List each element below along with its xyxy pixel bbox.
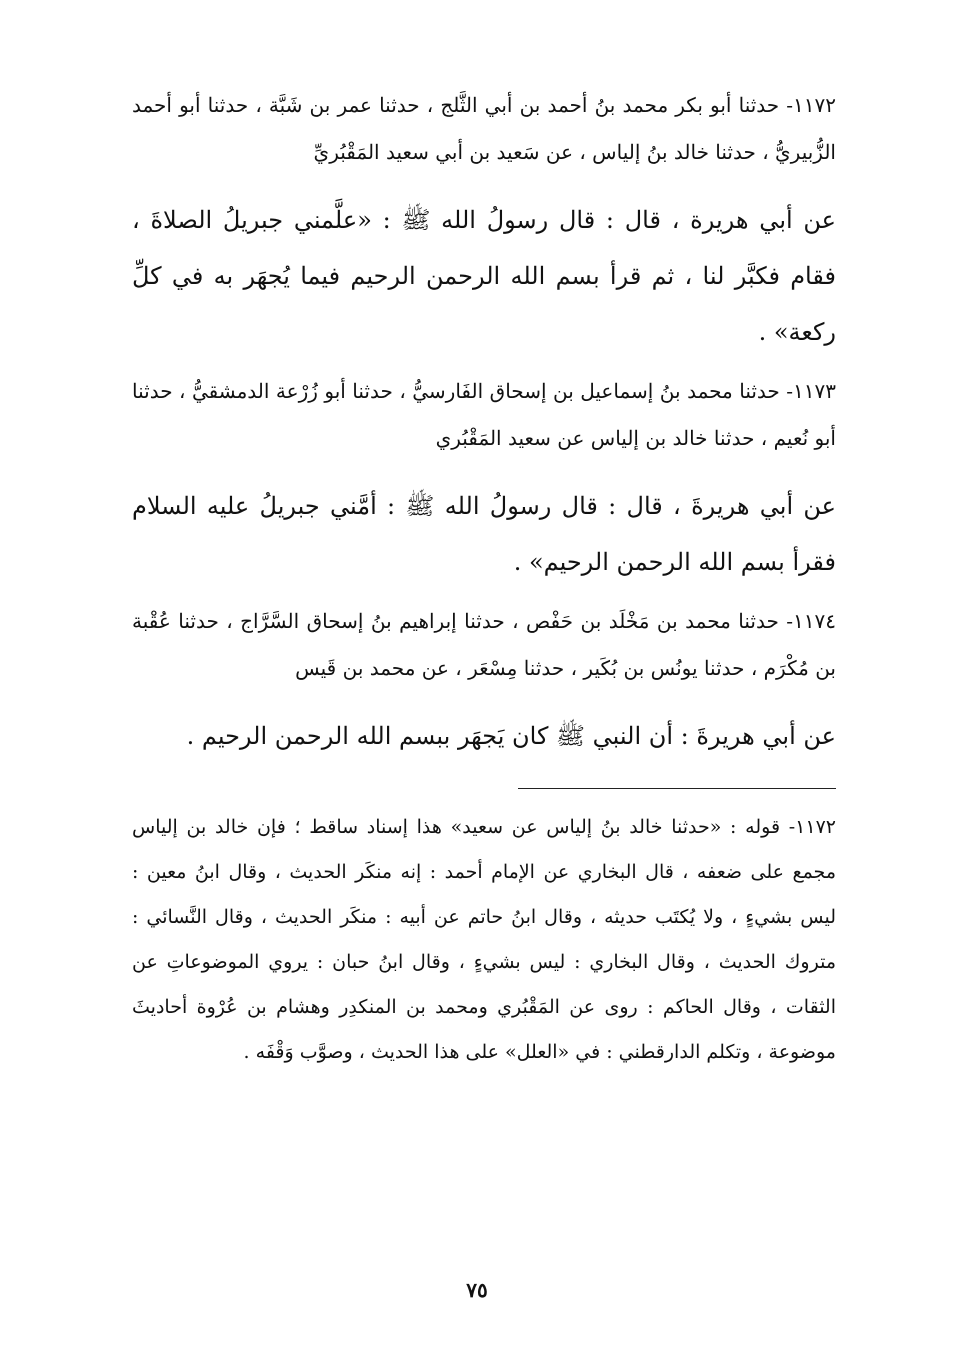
- isnad-1174: ١١٧٤- حدثنا محمد بن مَخْلَد بن حَفْص ، حدثنا إبراهيم بنُ إسحاق السَّرَّاج ، حدثنا عُقْبة بن مُكْرَم ، حدثنا يونُس بن بُكَير ، حدثنا مِسْعَر ، عن محمد بن قَيس: [132, 609, 836, 680]
- footnote-1172: ١١٧٢- قوله : «حدثنا خالد بنُ إلياس عن سعيد» هذا إسناد ساقط ؛ فإن خالد بن إلياس مجمع على ضعفه ، قال البخاري عن الإمام أحمد : إنه منكَر الحديث ، وقال ابنُ معين : ليس بشيءٍ ، ولا يُكتَب حديثه ، وقال ابنُ حاتم عن أبيه : منكَر الحديث ، وقال النَّسائي : متروك الحديث ، وقال البخاري : ليس بشيءٍ ، وقال ابنُ حبان : يروي الموضوعاتِ عن الثقات ، وقال الحاكم : روى عن المَقْبُري ومحمد بن المنكدِر وهشام بن عُرْوة أحاديثَ موضوعة ، وتكلم الدارقطني : في «العلل» على هذا الحديث ، وصوَّب وَقْفَه .: [132, 816, 836, 1063]
- main-text: [132, 82, 836, 764]
- matn-1172: عن أبي هريرة ، قال : قال رسولُ الله ﷺ : «علَّمني جبريلُ الصلاةَ ، فقام فكبَّر لنا ، ثم قرأ بسم الله الرحمن الرحيم فيما يُجهَر به في كلِّ ركعة» .: [132, 206, 836, 346]
- isnad-1172: ١١٧٢- حدثنا أبو بكر محمد بنُ أحمد بن أبي الثَّلج ، حدثنا عمر بن شَبَّة ، حدثنا أبو أحمد الزُّبيريُّ ، حدثنا خالد بنُ إلياس ، عن سَعيد بن أبي سعيد المَقْبُريِّ: [132, 93, 836, 164]
- matn-1173: عن أبي هريرةَ ، قال : قال رسولُ الله ﷺ : أمَّني جبريلُ عليه السلام فقرأ بسم الله الرحمن الرحيم» .: [132, 492, 836, 576]
- footnote-divider: [518, 788, 836, 789]
- isnad-1173: ١١٧٣- حدثنا محمد بنُ إسماعيل بن إسحاق الفَارسيُّ ، حدثنا أبو زُرْعة الدمشقيُّ ، حدثنا أبو نُعيم ، حدثنا خالد بن إلياس عن سعيد المَقْبُري: [132, 379, 836, 450]
- matn-1174: عن أبي هريرةَ : أن النبي ﷺ كان يَجهَر ببسم الله الرحمن الرحيم .: [186, 722, 836, 750]
- page-number: ٧٥: [466, 1278, 488, 1302]
